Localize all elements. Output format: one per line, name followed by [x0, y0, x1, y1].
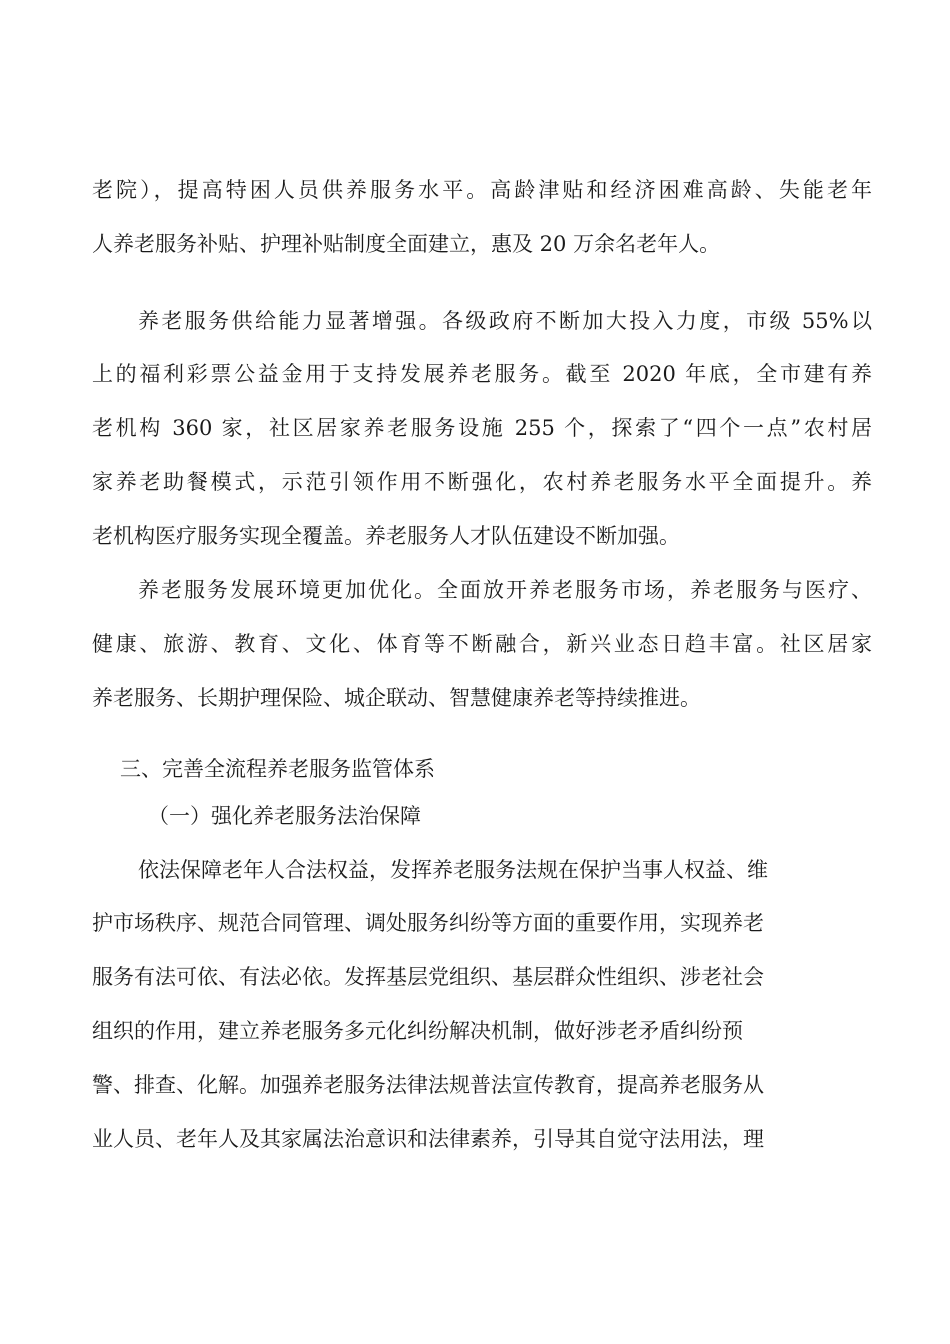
- subsection-heading: （一）强化养老服务法治保障: [148, 804, 421, 828]
- paragraph-4-line-1: 依法保障老年人合法权益，发挥养老服务法规在保护当事人权益、维: [138, 858, 768, 882]
- paragraph-4-line-5: 警、排查、化解。加强养老服务法律法规普法宣传教育，提高养老服务从: [92, 1073, 764, 1097]
- paragraph-1-line-1: 老院），提高特困人员供养服务水平。高龄津贴和经济困难高龄、失能老年: [92, 178, 872, 202]
- paragraph-2-line-3: 老机构 360 家，社区居家养老服务设施 255 个，探索了“四个一点”农村居: [92, 416, 872, 440]
- paragraph-1-line-2: 人养老服务补贴、护理补贴制度全面建立，惠及 20 万余名老年人。: [92, 232, 721, 256]
- paragraph-2-line-2: 上的福利彩票公益金用于支持发展养老服务。截至 2020 年底，全市建有养: [92, 362, 872, 386]
- paragraph-3-line-2: 健康、旅游、教育、文化、体育等不断融合，新兴业态日趋丰富。社区居家: [92, 632, 872, 656]
- paragraph-4-line-2: 护市场秩序、规范合同管理、调处服务纠纷等方面的重要作用，实现养老: [92, 911, 764, 935]
- paragraph-4-line-4: 组织的作用，建立养老服务多元化纠纷解决机制，做好涉老矛盾纠纷预: [92, 1019, 743, 1043]
- paragraph-2-line-1: 养老服务供给能力显著增强。各级政府不断加大投入力度，市级 55%以: [138, 309, 872, 333]
- paragraph-3-line-3: 养老服务、长期护理保险、城企联动、智慧健康养老等持续推进。: [92, 686, 701, 710]
- paragraph-2-line-4: 家养老助餐模式，示范引领作用不断强化，农村养老服务水平全面提升。养: [92, 470, 872, 494]
- paragraph-4-line-6: 业人员、老年人及其家属法治意识和法律素养，引导其自觉守法用法，理: [92, 1127, 764, 1151]
- section-heading: 三、完善全流程养老服务监管体系: [120, 757, 435, 781]
- paragraph-3-line-1: 养老服务发展环境更加优化。全面放开养老服务市场，养老服务与医疗、: [138, 578, 872, 602]
- paragraph-4-line-3: 服务有法可依、有法必依。发挥基层党组织、基层群众性组织、涉老社会: [92, 965, 764, 989]
- paragraph-2-line-5: 老机构医疗服务实现全覆盖。养老服务人才队伍建设不断加强。: [92, 524, 680, 548]
